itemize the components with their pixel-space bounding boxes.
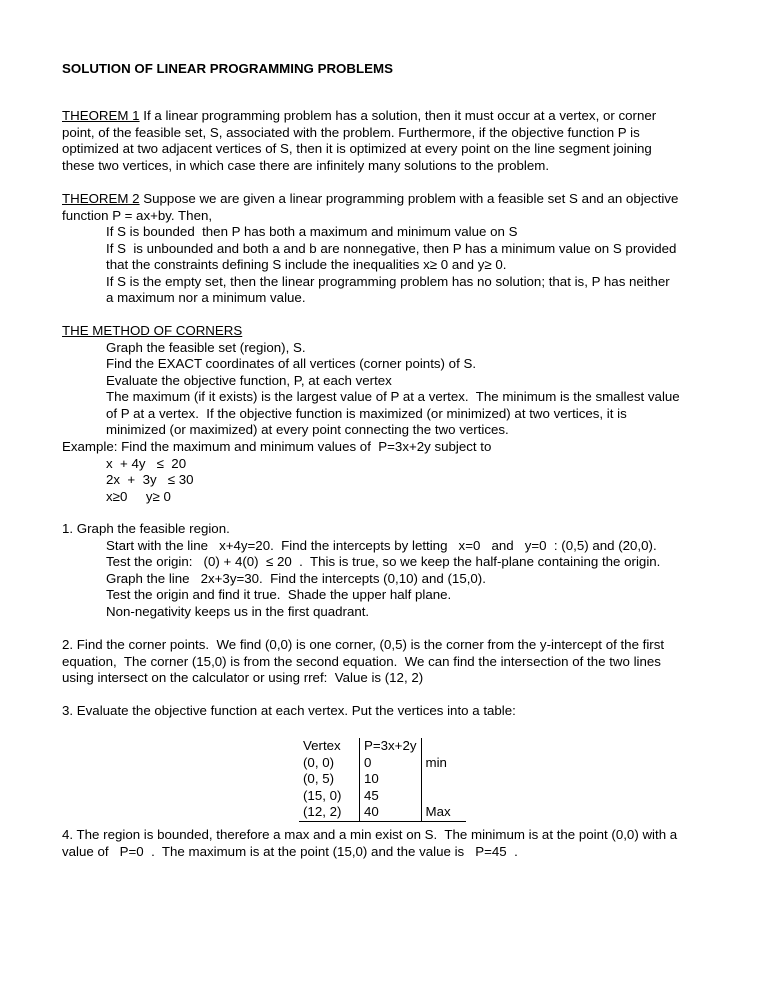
constraint: 2x + 3y ≤ 30 [106, 472, 194, 487]
theorem-2-item: If S is bounded then P has both a maximum and minimum value on S [106, 224, 518, 239]
table-row [299, 788, 466, 805]
step-1-item: Non-negativity keeps us in the first quadrant. [106, 603, 370, 619]
step-3-heading: 3. Evaluate the objective function at each vertex. Put the vertices into a table: [62, 703, 516, 718]
step-4-line: 4. The region is bounded, therefore a max and a min exist on S. The minimum is at the point (0,0) with a [62, 827, 678, 842]
page-title: SOLUTION OF LINEAR PROGRAMMING PROBLEMS [62, 61, 393, 76]
step-1 [62, 521, 722, 620]
table-cell: min [425, 754, 447, 770]
step-2-line: equation, The corner (15,0) is from the second equation. We can find the intersection of the two lines [62, 653, 661, 669]
table-header-row [299, 738, 466, 755]
theorem-2-item: a maximum nor a minimum value. [106, 290, 306, 305]
step-1-item: Graph the line 2x+3y=30. Find the intercepts (0,10) and (15,0). [106, 570, 486, 586]
method-item: The maximum (if it exists) is the largest value of P at a vertex. The minimum is the smallest value [106, 389, 680, 404]
step-2 [62, 637, 722, 687]
table-cell [421, 771, 466, 788]
step-2-line: 2. Find the corner points. We find (0,0) is one corner, (0,5) is the corner from the y-intercept of the first [62, 637, 665, 652]
table-header: P=3x+2y [360, 738, 422, 755]
step-4 [62, 827, 722, 860]
step-4-line: value of P=0 . The maximum is at the point (15,0) and the value is P=45 . [62, 843, 518, 859]
document-page [62, 61, 722, 859]
step-1-item: Test the origin and find it true. Shade the upper half plane. [106, 587, 452, 602]
example [62, 439, 722, 505]
theorem-1 [62, 108, 722, 174]
step-1-heading: 1. Graph the feasible region. [62, 521, 230, 536]
constraint: x≥0 y≥ 0 [106, 488, 171, 504]
table-cell: 10 [360, 771, 422, 788]
method-item: Find the EXACT coordinates of all vertices (corner points) of S. [106, 356, 477, 371]
theorem-1-label: THEOREM 1 [62, 108, 140, 123]
table-row [299, 804, 466, 821]
vertex-table [299, 738, 466, 822]
theorem-2-item: If S is unbounded and both a and b are nonnegative, then P has a minimum value on S provided [106, 240, 677, 256]
table-cell: 40 [360, 804, 422, 821]
table-header [421, 738, 466, 755]
method-item: Graph the feasible set (region), S. [106, 339, 306, 355]
table-cell: (0, 0) [299, 755, 360, 772]
table-cell: 45 [360, 788, 422, 805]
step-1-item: Test the origin: (0) + 4(0) ≤ 20 . This is true, so we keep the half-plane containing the origin. [106, 554, 661, 569]
step-1-item: Start with the line x+4y=20. Find the intercepts by letting x=0 and y=0 : (0,5) and (20,0). [106, 537, 657, 553]
table-cell: (15, 0) [299, 788, 360, 805]
table-row [299, 755, 466, 772]
method-heading: THE METHOD OF CORNERS [62, 323, 243, 338]
step-3 [62, 703, 722, 720]
theorem-2-label: THEOREM 2 [62, 191, 140, 206]
method-item: Evaluate the objective function, P, at each vertex [106, 372, 392, 388]
table-cell: (12, 2) [299, 804, 360, 821]
table-header: Vertex [299, 738, 360, 755]
table-cell: (0, 5) [299, 771, 360, 788]
example-intro: Example: Find the maximum and minimum values of P=3x+2y subject to [62, 439, 492, 454]
table-cell [421, 788, 466, 805]
table-cell: 0 [360, 755, 422, 772]
method-item: minimized (or maximized) at every point connecting the two vertices. [106, 422, 509, 437]
theorem-2-item: If S is the empty set, then the linear programming problem has no solution; that is, P has neither [106, 273, 670, 289]
constraint: x + 4y ≤ 20 [106, 455, 187, 471]
step-2-line: using intersect on the calculator or using rref: Value is (12, 2) [62, 670, 424, 685]
theorem-2 [62, 191, 722, 307]
method-item: of P at a vertex. If the objective function is maximized (or minimized) at two vertices, it is [106, 405, 627, 421]
theorem-1-line-3: optimized at two adjacent vertices of S, then it is optimized at every point on the line segment joining [62, 141, 652, 156]
theorem-2-line-1: THEOREM 2 Suppose we are given a linear programming problem with a feasible set S and an objective [62, 191, 679, 206]
theorem-1-line-2: point, of the feasible set, S, associated with the problem. Furthermore, if the objective function P is [62, 124, 640, 140]
table-cell: Max [421, 804, 466, 821]
theorem-1-line-4: these two vertices, in which case there are infinitely many solutions to the problem. [62, 157, 550, 173]
theorem-2-item: that the constraints defining S include the inequalities x≥ 0 and y≥ 0. [106, 257, 507, 272]
method-of-corners [62, 323, 722, 439]
theorem-1-line-1: THEOREM 1 If a linear programming problem has a solution, then it must occur at a vertex, or corner [62, 108, 657, 123]
table-row [299, 771, 466, 788]
theorem-2-line-2: function P = ax+by. Then, [62, 207, 213, 223]
